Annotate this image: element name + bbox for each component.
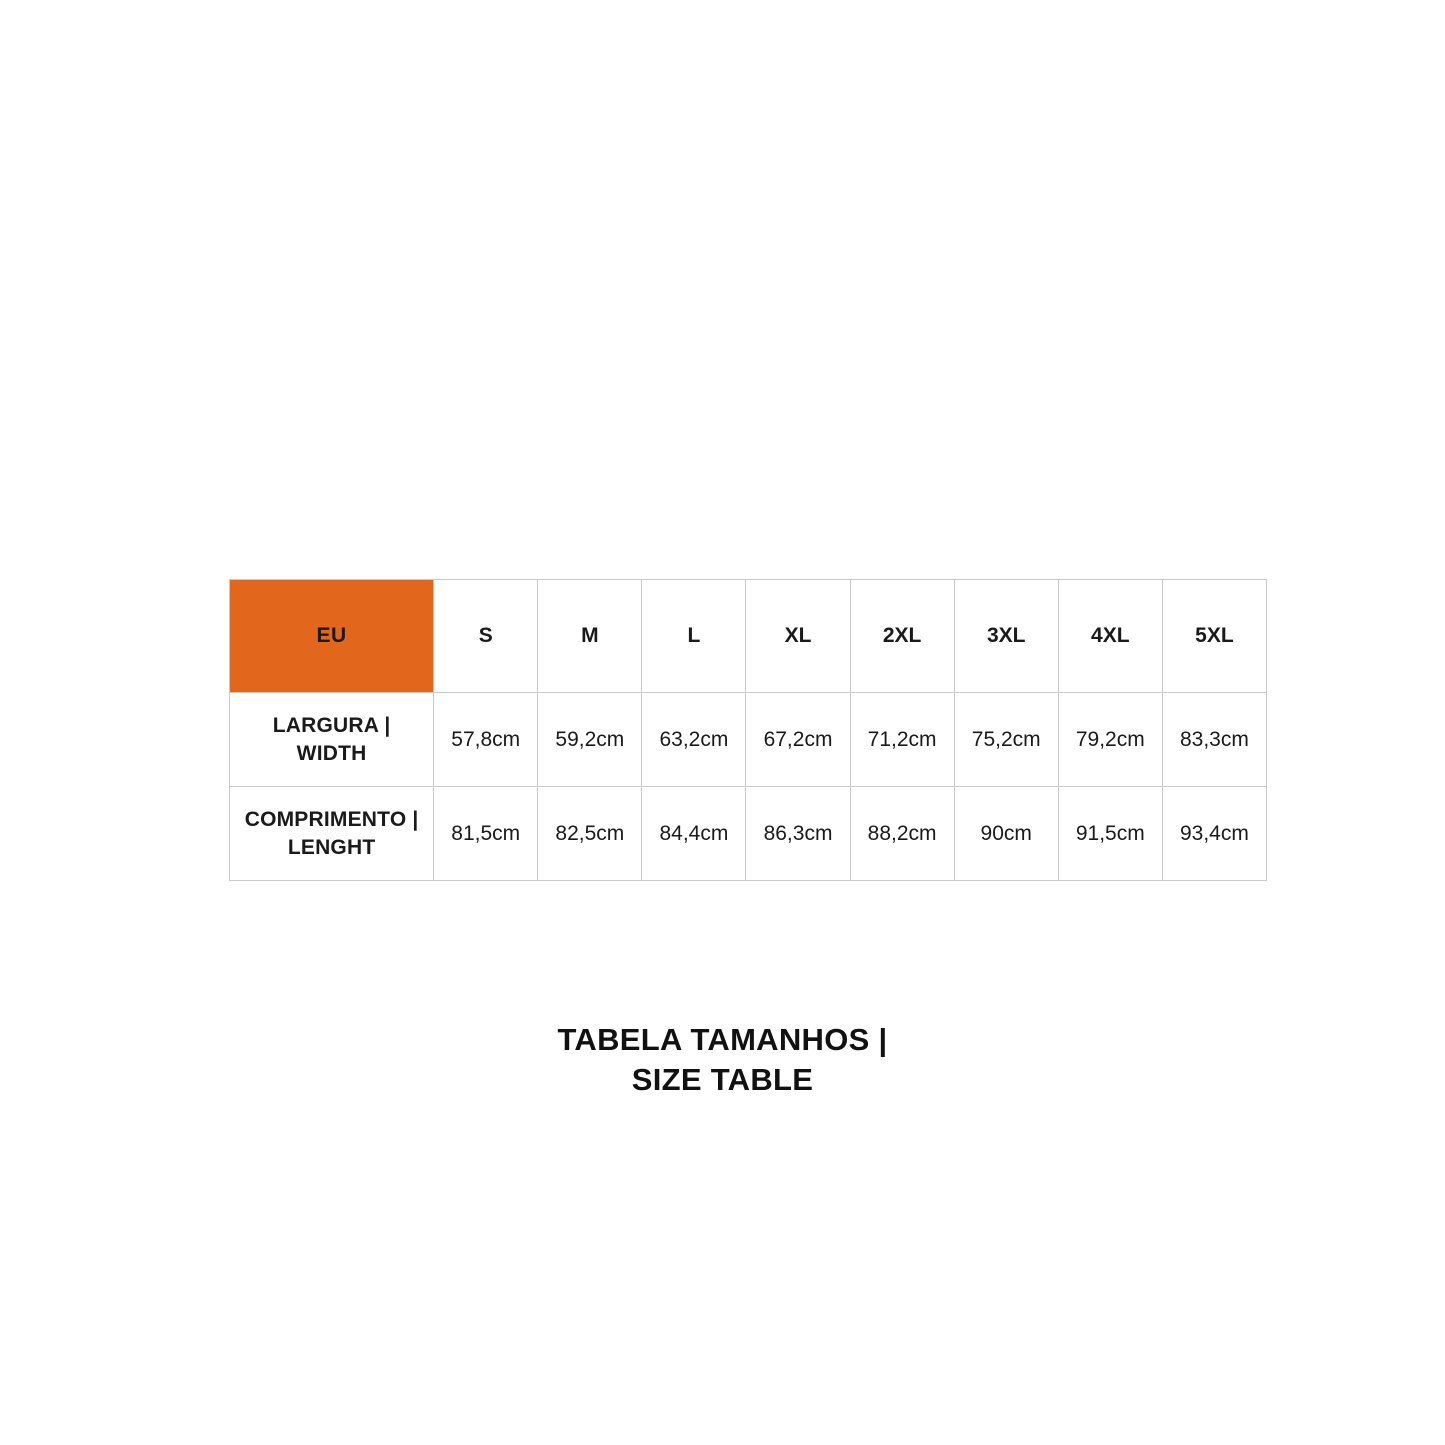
- cell-length-m: 82,5cm: [538, 787, 642, 881]
- page-title: [0, 1020, 1445, 1099]
- row-label-width: LARGURA | WIDTH: [230, 693, 434, 787]
- cell-length-xl: 86,3cm: [746, 787, 850, 881]
- cell-length-l: 84,4cm: [642, 787, 746, 881]
- size-table-container: [229, 579, 1267, 881]
- cell-width-m: 59,2cm: [538, 693, 642, 787]
- table-row: [230, 787, 1267, 881]
- page-title-line2: SIZE TABLE: [631, 1061, 814, 1097]
- row-label-length-line2: LENGHT: [287, 835, 376, 859]
- header-cell-size-5xl: 5XL: [1162, 580, 1266, 693]
- row-label-length: [230, 787, 434, 881]
- cell-width-5xl: 83,3cm: [1162, 693, 1266, 787]
- cell-length-s: 81,5cm: [434, 787, 538, 881]
- header-cell-size-3xl: 3XL: [954, 580, 1058, 693]
- cell-width-xl: 67,2cm: [746, 693, 850, 787]
- header-cell-size-m: M: [538, 580, 642, 693]
- header-cell-size-xl: XL: [746, 580, 850, 693]
- header-cell-size-l: L: [642, 580, 746, 693]
- cell-length-2xl: 88,2cm: [850, 787, 954, 881]
- cell-length-3xl: 90cm: [954, 787, 1058, 881]
- header-cell-eu: EU: [230, 580, 434, 693]
- cell-width-s: 57,8cm: [434, 693, 538, 787]
- cell-length-4xl: 91,5cm: [1058, 787, 1162, 881]
- cell-width-2xl: 71,2cm: [850, 693, 954, 787]
- header-cell-size-2xl: 2XL: [850, 580, 954, 693]
- page-title-line1: TABELA TAMANHOS |: [557, 1022, 888, 1057]
- cell-width-l: 63,2cm: [642, 693, 746, 787]
- header-cell-size-4xl: 4XL: [1058, 580, 1162, 693]
- header-cell-size-s: S: [434, 580, 538, 693]
- cell-width-3xl: 75,2cm: [954, 693, 1058, 787]
- row-label-length-line1: COMPRIMENTO |: [244, 808, 419, 832]
- table-row: [230, 693, 1267, 787]
- table-row-header: [230, 580, 1267, 693]
- size-table: [229, 579, 1267, 881]
- cell-width-4xl: 79,2cm: [1058, 693, 1162, 787]
- cell-length-5xl: 93,4cm: [1162, 787, 1266, 881]
